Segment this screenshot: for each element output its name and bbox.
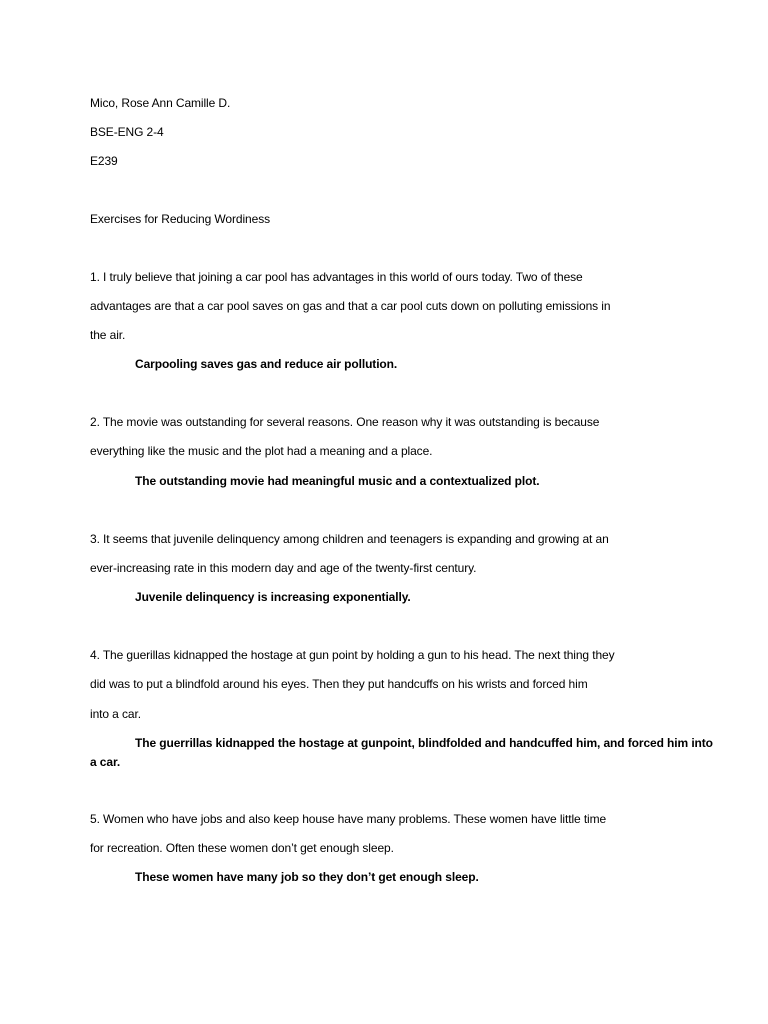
item-4-line-1: 4. The guerillas kidnapped the hostage at gun point by holding a gun to his head. The next thing they — [90, 648, 615, 662]
document-title: Exercises for Reducing Wordiness — [90, 212, 270, 226]
item-3-answer: Juvenile delinquency is increasing exponentially. — [135, 590, 411, 604]
student-section: BSE-ENG 2-4 — [90, 125, 164, 139]
item-4-line-2: did was to put a blindfold around his eyes. Then they put handcuffs on his wrists and forced him — [90, 677, 588, 691]
item-5-line-1: 5. Women who have jobs and also keep house have many problems. These women have little time — [90, 812, 607, 826]
item-2-answer: The outstanding movie had meaningful music and a contextualized plot. — [135, 474, 540, 488]
item-2-line-2: everything like the music and the plot had a meaning and a place. — [90, 444, 433, 458]
item-5-answer: These women have many job so they don’t get enough sleep. — [135, 870, 479, 884]
student-name: Mico, Rose Ann Camille D. — [90, 96, 231, 110]
item-4-line-3: into a car. — [90, 707, 141, 721]
item-1-line-3: the air. — [90, 328, 126, 342]
item-4-answer: The guerrillas kidnapped the hostage at gunpoint, blindfolded and handcuffed him, and forced him into a car. — [90, 736, 713, 769]
course-code: E239 — [90, 154, 118, 168]
item-2-line-1: 2. The movie was outstanding for several reasons. One reason why it was outstanding is because — [90, 415, 600, 429]
item-1-answer: Carpooling saves gas and reduce air pollution. — [135, 357, 398, 371]
item-3-line-2: ever-increasing rate in this modern day and age of the twenty-first century. — [90, 561, 477, 575]
item-5-line-2: for recreation. Often these women don’t get enough sleep. — [90, 841, 394, 855]
item-1-line-2: advantages are that a car pool saves on gas and that a car pool cuts down on polluting emissions in — [90, 299, 611, 313]
item-1-line-1: 1. I truly believe that joining a car pool has advantages in this world of ours today. Two of these — [90, 270, 583, 284]
item-3-line-1: 3. It seems that juvenile delinquency among children and teenagers is expanding and growing at an — [90, 532, 609, 546]
